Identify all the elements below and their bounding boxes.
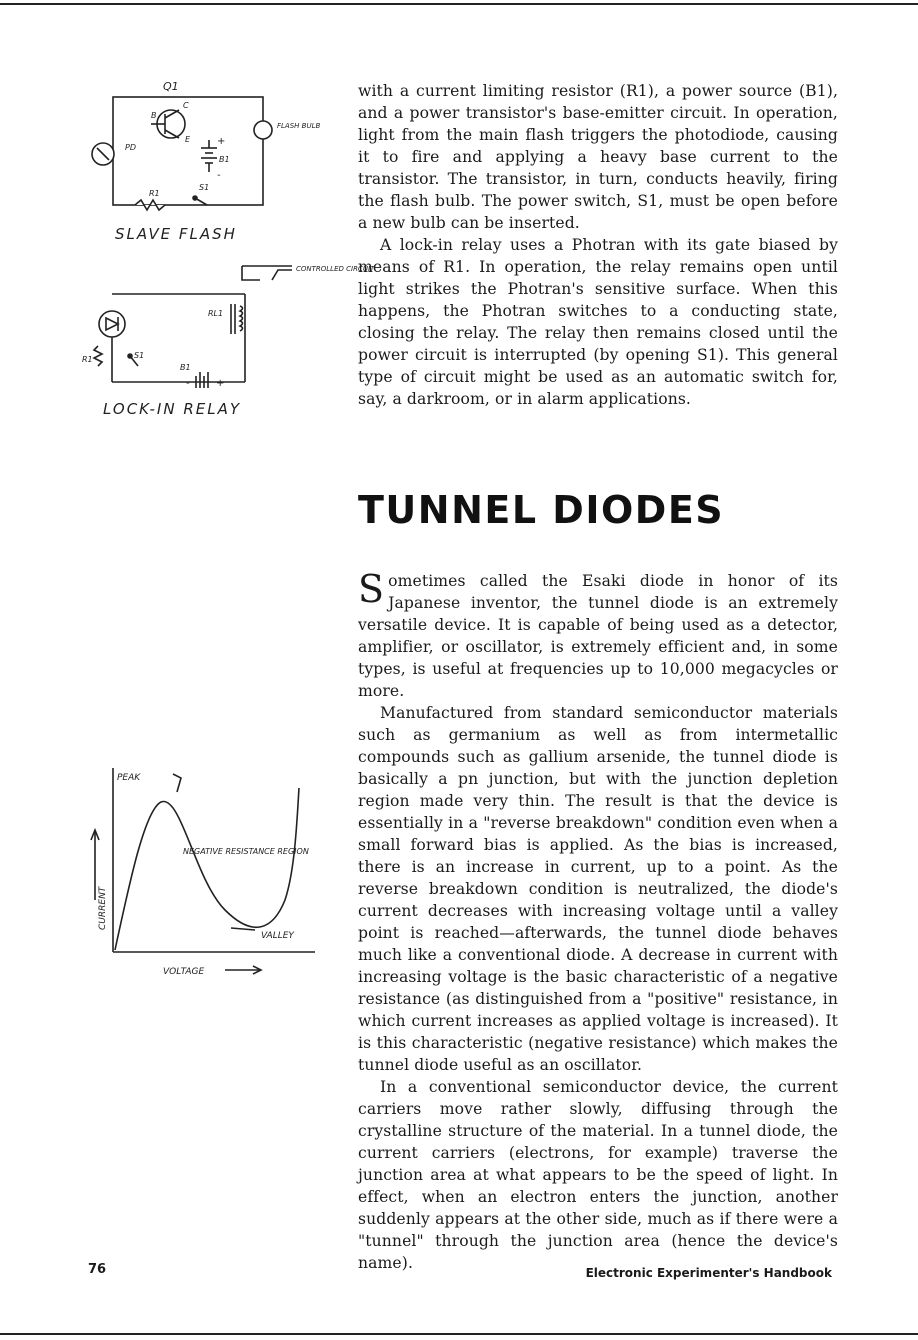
label-minus: - [217,170,221,181]
label-r1: R1 [149,189,160,198]
label-b: B [151,111,157,120]
label-valley: VALLEY [261,931,294,941]
label-b1: B1 [180,363,191,372]
label-peak: PEAK [117,773,141,783]
paragraph-lockin-relay: A lock-in relay uses a Photran with its gate biased by means of R1. In operation, the relay remains open until light strikes the Photran's sensitive surface. When this happens, the Photran switches to a conducting state, closing the relay. The relay then remains closed until the power circuit is interrupted (by opening S1). This general type of circuit might be used as an automatic switch for, say, a darkroom, or in alarm applications. [358,236,838,408]
bottom-rule [0,1333,918,1335]
label-r1: R1 [82,355,93,364]
label-plus: + [217,136,226,147]
tunnel-diode-curve [85,760,325,980]
lower-text-column [358,567,838,1274]
lockin-relay-caption: LOCK-IN RELAY [103,400,242,418]
section-heading: TUNNEL DIODES [358,488,725,532]
paragraph-manufacture: Manufactured from standard semiconductor materials such as germanium as well as from intermetallic compounds such as gallium arsenide, the tunnel diode is basically a pn junction, but with the junction depletion region made very thin. The result is that the device is essentially in a "reverse breakdown" condition even when a small forward bias is applied. As the bias is increased, there is an increase in current, up to a point. As the reverse breakdown condition is neutralized, the diode's current decreases with increasing voltage until a valley point is reached—afterwards, the tunnel diode behaves much like a conventional diode. A decrease in current with increasing voltage is the basic characteristic of a negative resistance (as distinguished from a "positive" resistance, in which current increases as applied voltage is increased). It is this characteristic (negative resistance) which makes the tunnel diode useful as an oscillator. [358,704,838,1074]
top-rule [0,3,918,5]
paragraph-intro-text: ometimes called the Esaki diode in honor of its Japanese inventor, the tunnel diode is an extremely versatile device. It is capable of being used as a detector, amplifier, or oscillator, is extremely efficient and, in some types, is useful at frequencies up to 10,000 megacycles or more. [358,572,838,700]
label-negative-resistance: NEGATIVE RESISTANCE REGION [183,847,309,856]
label-c: C [183,101,189,110]
slave-flash-schematic [85,80,325,220]
label-current: CURRENT [98,886,108,930]
label-voltage: VOLTAGE [163,967,205,977]
paragraph-carriers: In a conventional semiconductor device, the current carriers move rather slowly, diffusing through the crystalline structure of the material. In a tunnel diode, the current carriers (electrons, for example) traverse the junction area at what appears to be the speed of light. In effect, when an electron enters the junction, another suddenly appears at the other side, much as if there were a "tunnel" through the junction area (hence the device's name). [358,1078,838,1272]
label-e: E [185,135,191,144]
footer-title: Electronic Experimenter's Handbook [585,1266,832,1280]
label-b1: B1 [219,155,230,164]
paragraph-slave-flash: with a current limiting resistor (R1), a power source (B1), and a power transistor's base-emitter circuit. In operation, light from the main flash triggers the photodiode, causing it to fire and applying a heavy base current to the transistor. The transistor, in turn, conducts heavily, firing the flash bulb. The power switch, S1, must be open before a new bulb can be inserted. [358,82,838,232]
label-rl1: RL1 [208,309,224,318]
label-s1: S1 [134,351,145,360]
label-s1: S1 [199,183,210,192]
label-flash-bulb: FLASH BULB [277,122,321,130]
label-pd: PD [125,143,136,152]
label-minus: - [186,378,190,389]
dropcap: S [358,567,385,611]
label-q1: Q1 [163,80,179,93]
slave-flash-caption: SLAVE FLASH [115,225,237,243]
page-number: 76 [88,1262,107,1277]
upper-text-column [358,80,838,410]
label-plus: + [216,378,225,389]
paragraph-intro [358,567,838,702]
label-controlled-circuit: CONTROLLED CIRCUIT [296,265,375,273]
lockin-relay-schematic [82,258,375,393]
